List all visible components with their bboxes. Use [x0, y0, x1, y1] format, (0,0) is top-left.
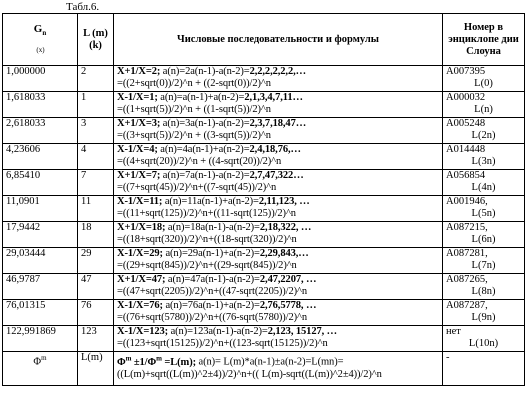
formula-line-2: =((7+sqrt(45))/2)^n+((7-sqrt(45))/2)^n [117, 182, 277, 193]
formula-recurrence: a(n)=47a(n-1)-a(n-2)= [165, 274, 260, 285]
cell-formula [114, 326, 443, 352]
formula-equation: X-1/X=11; [117, 196, 163, 207]
table-row [3, 300, 525, 326]
lucas-reference: L(6n) [471, 234, 496, 245]
cell-formula [114, 92, 443, 118]
cell-formula [114, 118, 443, 144]
header-g-subscript: n [42, 29, 47, 38]
formula-line-2: =((2+sqrt(0))/2)^n + ((2-sqrt(0))/2)^n [117, 78, 271, 89]
formula-line-2: =((47+sqrt(2205))/2)^n+((47-sqrt(2205))/2)^n [117, 286, 308, 297]
table-row [3, 92, 525, 118]
cell-sloane-number [443, 196, 525, 222]
lucas-reference: L(4n) [471, 182, 496, 193]
formula-sequence: 2,2,2,2,2,2,… [249, 66, 307, 77]
table-row [3, 326, 525, 352]
sloane-id: A087215, [446, 222, 488, 233]
formula-equation: X+1/X=3; [117, 118, 161, 129]
formula-line-1 [117, 196, 439, 208]
cell-sloane-number [443, 170, 525, 196]
formula-sequence: 2,1,3,4,7,11… [244, 92, 303, 103]
header-g-symbol: G [33, 23, 43, 36]
sequences-table [2, 13, 525, 386]
formula-line-2: =((1+sqrt(5))/2)^n + ((1-sqrt(5))/2)^n [117, 104, 271, 115]
sloane-id: нет [446, 326, 461, 337]
cell-l: 11 [78, 196, 114, 222]
formula-sequence: 2,11,123, … [258, 196, 310, 207]
lucas-reference: L(2n) [471, 130, 496, 141]
cell-l: 4 [78, 144, 114, 170]
cell-l: 3 [78, 118, 114, 144]
formula-equation: X-1/X=4; [117, 144, 158, 155]
formula-sequence: 2,18,322, … [259, 222, 312, 233]
formula-line-1 [117, 352, 439, 369]
cell-g: 11,0901 [3, 196, 78, 222]
formula-recurrence: a(n)=a(n-1)+a(n-2)= [157, 92, 245, 103]
formula-line-1 [117, 326, 439, 338]
formula-recurrence: a(n)= L(m)*a(n-1)±a(n-2)=L(mn)= [196, 356, 344, 368]
formula-line-1 [117, 274, 439, 286]
cell-g: 2,618033 [3, 118, 78, 144]
cell-formula [114, 352, 443, 386]
lucas-reference: L(5n) [471, 208, 496, 219]
formula-recurrence: a(n)=3a(n-1)-a(n-2)= [160, 118, 250, 129]
lucas-reference: L(10n) [468, 338, 499, 349]
formula-equation: X-1/X=1; [117, 92, 158, 103]
header-g-unit: (x) [36, 45, 45, 54]
lucas-reference: L(0) [474, 78, 493, 89]
cell-g: 122,991869 [3, 326, 78, 352]
formula-line-2: =((18+sqrt(320))/2)^n+((18-sqrt(320))/2)^n [117, 234, 297, 245]
formula-recurrence: a(n)=7a(n-1)-a(n-2)= [160, 170, 250, 181]
formula-sequence: 2,76,5778, … [259, 300, 317, 311]
formula-line-2: =((123+sqrt(15125))/2)^n+((123-sqrt(15125))/2)^n [117, 338, 328, 349]
cell-g: 1,618033 [3, 92, 78, 118]
formula-equation: X+1/X=2; [117, 66, 161, 77]
table-caption: Табл.6. [66, 1, 100, 13]
lucas-reference: L(9n) [471, 312, 496, 323]
formula-sequence: 2,47,2207, … [259, 274, 317, 285]
sloane-id: A014448 [446, 144, 486, 155]
formula-recurrence: a(n)=18a(n-1)-a(n-2)= [165, 222, 260, 233]
formula-line-2: =((29+sqrt(845))/2)^n+((29-sqrt(845))/2)^n [117, 260, 297, 271]
formula-recurrence: a(n)=123a(n-1)-a(n-2)= [168, 326, 268, 337]
cell-sloane-number [443, 300, 525, 326]
general-phi-exp: m [41, 354, 47, 362]
cell-l: 18 [78, 222, 114, 248]
cell-formula [114, 196, 443, 222]
cell-sloane-number [443, 274, 525, 300]
formula-equation: X-1/X=123; [117, 326, 169, 337]
table-row [3, 222, 525, 248]
sloane-id: A000032 [446, 92, 486, 103]
cell-l: 29 [78, 248, 114, 274]
sloane-id: A001946, [446, 196, 488, 207]
formula-sequence: 2,29,843,… [259, 248, 309, 259]
table-row [3, 248, 525, 274]
formula-line-1 [117, 66, 439, 78]
formula-line-2: =((11+sqrt(125))/2)^n+((11-sqrt(125))/2)^n [117, 208, 296, 219]
formula-line-2: =((3+sqrt(5))/2)^n + ((3-sqrt(5))/2)^n [117, 130, 271, 141]
cell-sloane-number [443, 92, 525, 118]
formula-line-2: =((76+sqrt(5780))/2)^n+((76-sqrt(5780))/2)^n [117, 312, 308, 323]
table-header-row [3, 14, 525, 66]
table-row [3, 118, 525, 144]
lucas-reference: L(7n) [471, 260, 496, 271]
formula-line-1 [117, 222, 439, 234]
formula-recurrence: a(n)=29a(n-1)+a(n-2)= [162, 248, 260, 259]
cell-sloane-number [443, 248, 525, 274]
cell-l: 2 [78, 66, 114, 92]
cell-g: 29,03444 [3, 248, 78, 274]
formula-line-1 [117, 300, 439, 312]
cell-l: 7 [78, 170, 114, 196]
formula-equation: X-1/X=29; [117, 248, 163, 259]
formula-line-1 [117, 170, 439, 182]
cell-formula [114, 170, 443, 196]
header-g [3, 14, 78, 66]
formula-equation: X-1/X=76; [117, 300, 163, 311]
cell-l: 76 [78, 300, 114, 326]
formula-sequence: 2,4,18,76,… [249, 144, 301, 155]
formula-line-1 [117, 144, 439, 156]
cell-l: L(m) [78, 352, 114, 386]
cell-sloane-number [443, 222, 525, 248]
cell-formula [114, 300, 443, 326]
table-row [3, 144, 525, 170]
sloane-id: A005248 [446, 118, 486, 129]
table-row [3, 170, 525, 196]
formula-sequence: 2,7,47,322… [249, 170, 304, 181]
header-l-label: L (m) [83, 27, 108, 39]
sloane-id: A087287, [446, 300, 488, 311]
cell-g [3, 352, 78, 386]
general-phi: Φ [33, 356, 42, 368]
cell-formula [114, 66, 443, 92]
sloane-id: A087281, [446, 248, 488, 259]
formula-equation: X+1/X=47; [117, 274, 166, 285]
formula-recurrence: a(n)=76a(n-1)+a(n-2)= [162, 300, 260, 311]
formula-line-2: ((L(m)+sqrt((L(m))^2±4))/2)^n+(( L(m)-sqrt((L(m))^2±4))/2)^n [117, 368, 382, 380]
lucas-reference: L(3n) [471, 156, 496, 167]
formula-recurrence: a(n)=4a(n-1)+a(n-2)= [157, 144, 250, 155]
table-row [3, 66, 525, 92]
header-l-sub: (k) [89, 39, 102, 51]
table-row [3, 196, 525, 222]
table-row-general [3, 352, 525, 386]
lucas-reference: L(n) [474, 104, 493, 115]
header-sloane-number: Номер в энциклопе дии Слоуна [443, 14, 525, 66]
cell-l: 47 [78, 274, 114, 300]
formula-line-1 [117, 118, 439, 130]
cell-g: 46,9787 [3, 274, 78, 300]
cell-g: 4,23606 [3, 144, 78, 170]
formula-recurrence: a(n)=11a(n-1)+a(n-2)= [162, 196, 259, 207]
header-formulas: Числовые последовательности и формулы [114, 14, 443, 66]
formula-sequence: 2,3,7,18,47… [249, 118, 307, 129]
cell-g: 76,01315 [3, 300, 78, 326]
cell-sloane-number [443, 66, 525, 92]
cell-g: 6,85410 [3, 170, 78, 196]
cell-sloane-number [443, 118, 525, 144]
sloane-id: A087265, [446, 274, 488, 285]
formula-equation: X+1/X=7; [117, 170, 161, 181]
cell-g: 17,9442 [3, 222, 78, 248]
cell-formula [114, 222, 443, 248]
cell-l: 1 [78, 92, 114, 118]
formula-line-1 [117, 248, 439, 260]
header-l [78, 14, 114, 66]
sloane-id: A007395 [446, 66, 486, 77]
formula-equation: X+1/X=18; [117, 222, 166, 233]
formula-recurrence: a(n)=2a(n-1)-a(n-2)= [160, 66, 250, 77]
cell-g: 1,000000 [3, 66, 78, 92]
table-row [3, 274, 525, 300]
sloane-id: A056854 [446, 170, 486, 181]
formula-equation: $\Phi^m \pm 1/\Phi^m =L(m)$; [117, 354, 196, 368]
cell-sloane-number [443, 326, 525, 352]
cell-sloane-number: - [443, 352, 525, 386]
cell-formula [114, 144, 443, 170]
cell-l: 123 [78, 326, 114, 352]
cell-formula [114, 274, 443, 300]
formula-line-1 [117, 92, 439, 104]
cell-formula [114, 248, 443, 274]
formula-line-2: =((4+sqrt(20))/2)^n + ((4-sqrt(20))/2)^n [117, 156, 282, 167]
lucas-reference: L(8n) [471, 286, 496, 297]
formula-sequence: 2,123, 15127, … [267, 326, 338, 337]
cell-sloane-number [443, 144, 525, 170]
